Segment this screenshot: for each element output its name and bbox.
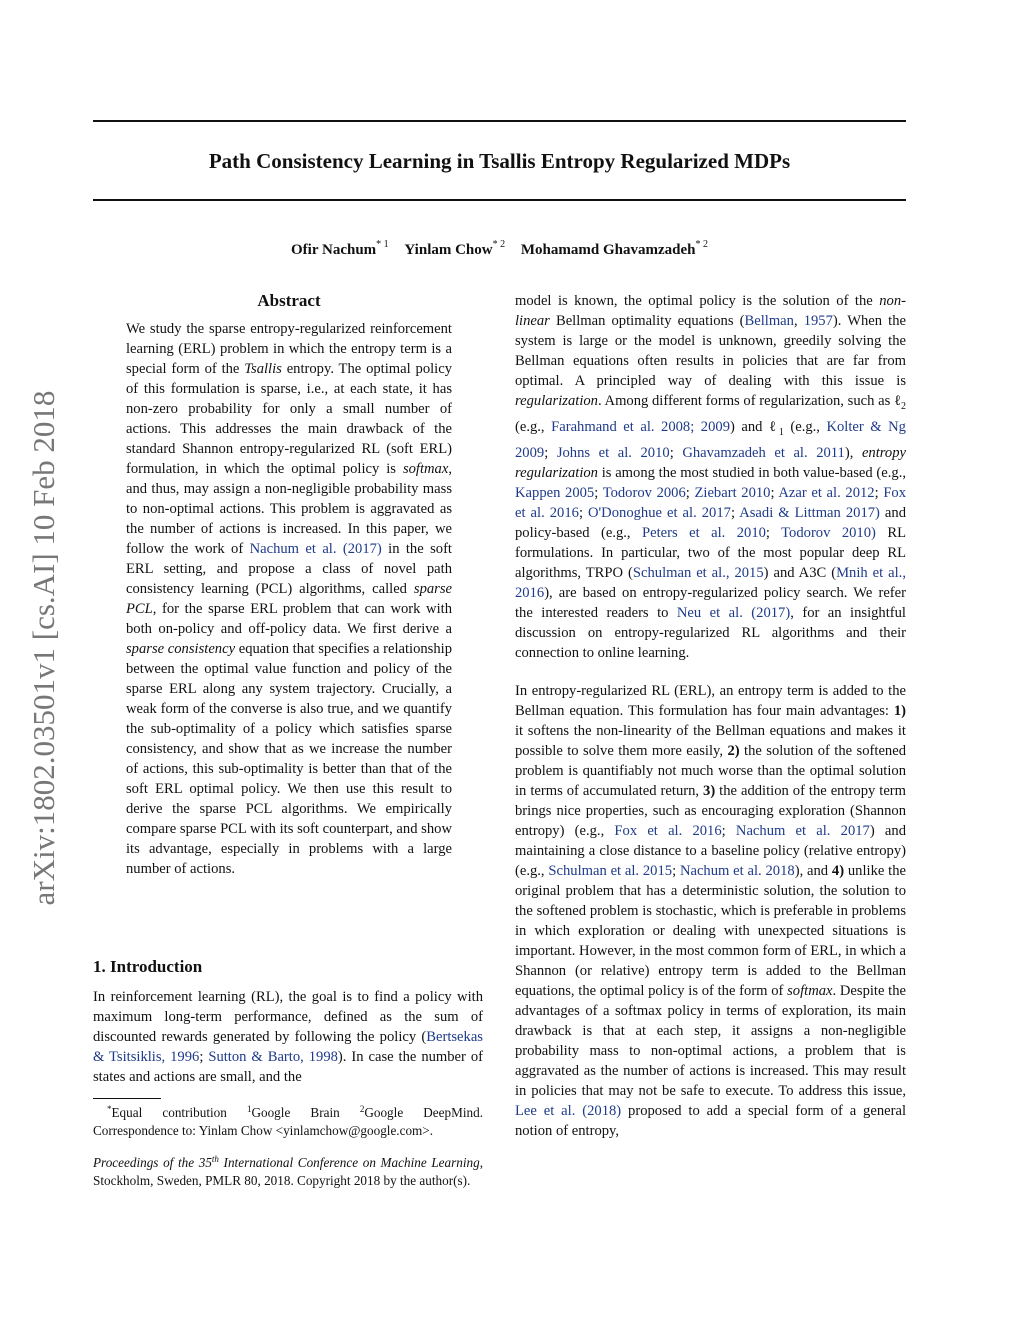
footnote-rule: [93, 1098, 161, 1099]
citation-link[interactable]: Fox et al. 2016: [515, 484, 907, 521]
citation-link[interactable]: Azar et al. 2012: [778, 484, 875, 501]
title-top-rule: [93, 120, 906, 122]
citation-link[interactable]: Lee et al. (2018): [515, 1103, 622, 1119]
proceedings-note: Proceedings of the 35th International Conference on Machine Learning, Stockholm, Sweden, PMLR 80, 2018. Copyright 2018 by the author(s).: [93, 1154, 483, 1188]
citation-link[interactable]: Asadi & Littman 2017): [739, 504, 880, 521]
author: Ofir Nachum$^{* 1}$: [291, 239, 389, 258]
citation-link[interactable]: Bellman: [744, 313, 794, 329]
paper-title: Path Consistency Learning in Tsallis Entropy Regularized MDPs: [208, 149, 791, 173]
citation-link[interactable]: Todorov 2010): [781, 524, 876, 541]
citation-link[interactable]: Peters et al. 2010: [642, 524, 766, 541]
citation-link[interactable]: Bertsekas & Tsitsiklis, 1996: [93, 1029, 483, 1065]
citation-link[interactable]: Ziebart 2010: [694, 484, 771, 501]
author: Mohamamd Ghavamzadeh$^{* 2}$: [520, 239, 708, 258]
citation-link[interactable]: Schulman et al., 2015: [632, 564, 764, 581]
citation-link[interactable]: Kolter & Ng 2009: [515, 418, 906, 461]
citation-link[interactable]: Farahmand et al. 2008; 2009: [551, 418, 730, 435]
citation-link[interactable]: Nachum et al. 2017: [735, 823, 870, 839]
citation-link[interactable]: O'Donoghue et al. 2017: [588, 504, 731, 521]
author: Yinlam Chow$^{* 2}$: [404, 239, 506, 258]
footnote: *Equal contribution $^1$Google Brain $^2$Google DeepMind. Correspondence to: Yinlam Chow <yinlamchow@google.com>.: [93, 1104, 483, 1138]
citation-link[interactable]: Neu et al. (2017): [676, 604, 791, 621]
section-heading-introduction: 1. Introduction: [93, 957, 203, 976]
citation-link[interactable]: Ghavamzadeh et al. 2011: [682, 444, 845, 461]
intro-paragraph: In reinforcement learning (RL), the goal is to find a policy with maximum long-term performance, defined as the sum of discounted rewards generated by following the policy (Bertsekas & Tsitsiklis, 1996; Sutton & Barto, 1998). In case the number of states and actions are small, and the: [93, 989, 484, 1085]
citation-link[interactable]: Nachum et al. (2017): [249, 541, 382, 557]
citation-link[interactable]: Mnih et al., 2016: [515, 564, 906, 601]
title-bottom-rule: [93, 199, 906, 201]
abstract-heading: Abstract: [257, 291, 321, 310]
right-column-paragraph: In entropy-regularized RL (ERL), an entropy term is added to the Bellman equation. This formulation has four main advantages: 1) it softens the non-linearity of the Bellman equations and makes it possible to solve them more easily, 2) the solution of the softened problem is quantifiably not much worse than the optimal solution in terms of accumulated return, 3) the addition of the entropy term brings nice properties, such as encouraging exploration (Shannon entropy) (e.g., Fox et al. 2016; Nachum et al. 2017) and maintaining a close distance to a baseline policy (relative entropy) (e.g., Schulman et al. 2015; Nachum et al. 2018), and 4) unlike the original problem that has a deterministic solution, the solution to the softened problem is stochastic, which is preferable in problems in which exploration or dealing with unexpected situations is important. However, in the most common form of ERL, in which a Shannon (or relative) entropy term is added to the Bellman equations, the optimal policy is of the form of softmax. Despite the advantages of a softmax policy in terms of exploration, its main drawback is that at each step, it assigns a non-negligible probability mass to non-optimal actions, a problem that is aggravated as the number of actions is increased. This may result in policies that may not be safe to execute. To address this issue, Lee et al. (2018) proposed to add a special form of a general notion of entropy,: [515, 683, 907, 1139]
right-column-paragraph: model is known, the optimal policy is the solution of the non-linear Bellman optimality equations (Bellman, 1957). When the system is large or the model is unknown, greedily solving the Bellman equations often results in policies that are far from optimal. A principled way of dealing with this issue is regularization. Among different forms of regularization, such as ℓ$_2$ (e.g., Farahmand et al. 2008; 2009) and ℓ$_1$ (e.g., Kolter & Ng 2009; Johns et al. 2010; Ghavamzadeh et al. 2011), entropy regularization is among the most studied in both value-based (e.g., Kappen 2005; Todorov 2006; Ziebart 2010; Azar et al. 2012; Fox et al. 2016; O'Donoghue et al. 2017; Asadi & Littman 2017) and policy-based (e.g., Peters et al. 2010; Todorov 2010) RL formulations. In particular, two of the most popular deep RL algorithms, TRPO (Schulman et al., 2015) and A3C (Mnih et al., 2016), are based on entropy-regularized policy search. We refer the interested readers to Neu et al. (2017), for an insightful discussion on entropy-regularized RL algorithms and their connection to online learning.: [515, 293, 907, 661]
citation-link[interactable]: Todorov 2006: [602, 484, 686, 501]
abstract-body: We study the sparse entropy-regularized reinforcement learning (ERL) problem in which the entropy term is a special form of the Tsallis entropy. The optimal policy of this formulation is sparse, i.e., at each state, it has non-zero probability for only a small number of actions. This addresses the main drawback of the standard Shannon entropy-regularized RL (soft ERL) formulation, in which the optimal policy is softmax, and thus, may assign a non-negligible probability mass to non-optimal actions. This problem is aggravated as the number of actions is increased. In this paper, we follow the work of Nachum et al. (2017) in the soft ERL setting, and propose a class of novel path consistency learning (PCL) algorithms, called sparse PCL, for the sparse ERL problem that can work with both on-policy and off-policy data. We first derive a sparse consistency equation that specifies a relationship between the optimal value function and policy of the sparse ERL along any system trajectory. Crucially, a weak form of the converse is also true, and we quantify the sub-optimality of a policy which satisfies sparse consistency, and show that as we increase the number of actions, this sub-optimality is better than that of the soft ERL optimal policy. We then use this result to derive the sparse PCL algorithms. We empirically compare sparse PCL with its soft counterpart, and show its advantage, especially in problems with a large number of actions.: [126, 321, 453, 877]
citation-link[interactable]: Sutton & Barto, 1998: [208, 1049, 338, 1065]
citation-link[interactable]: Schulman et al. 2015: [548, 863, 673, 879]
author-list: [93, 234, 906, 261]
citation-link[interactable]: Johns et al. 2010: [556, 444, 670, 461]
citation-link[interactable]: Nachum et al. 2018: [679, 863, 795, 879]
arxiv-stamp: arXiv:1802.03501v1 [cs.AI] 10 Feb 2018: [26, 390, 61, 906]
citation-link[interactable]: Kappen 2005: [515, 484, 595, 501]
citation-link[interactable]: 1957: [803, 313, 833, 329]
citation-link[interactable]: Fox et al. 2016: [614, 823, 722, 839]
